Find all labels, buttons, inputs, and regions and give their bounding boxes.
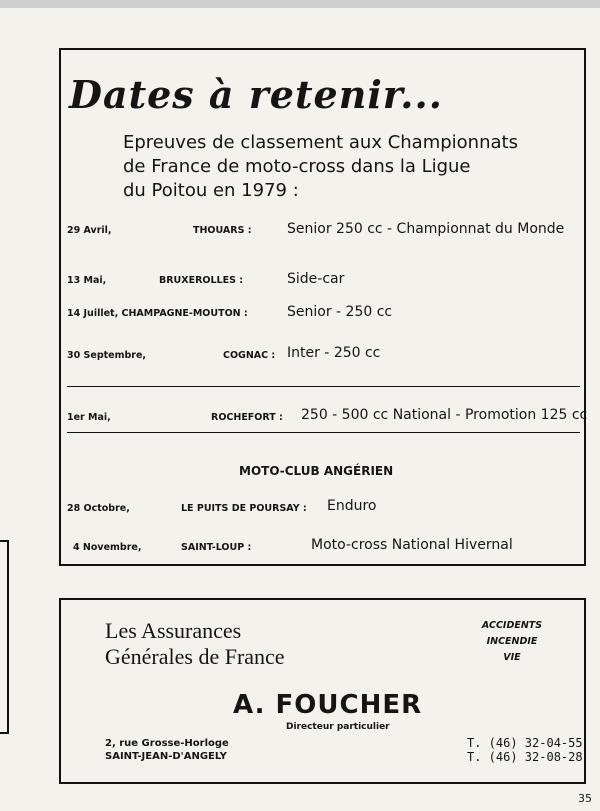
event-place: THOUARS : (193, 225, 252, 236)
address-line-1: 2, rue Grosse-Horloge (105, 738, 229, 749)
event-place: BRUXEROLLES : (159, 275, 244, 286)
event-date: 28 Octobre, (67, 503, 130, 514)
intro-line-1: Epreuves de classement aux Championnats (123, 132, 518, 153)
event-place: ROCHEFORT : (211, 412, 283, 423)
binding-edge (0, 540, 9, 734)
intro-line-3: du Poitou en 1979 : (123, 180, 299, 201)
page-number: 35 (578, 792, 592, 805)
divider (67, 386, 580, 387)
category-label: VIE (503, 652, 521, 663)
intro-line-2: de France de moto-cross dans la Ligue (123, 156, 471, 177)
dates-box (59, 48, 586, 566)
event-date: 4 Novembre, (73, 542, 142, 553)
event-description: Inter - 250 cc (287, 345, 381, 361)
event-date: 14 Juillet, CHAMPAGNE-MOUTON : (67, 308, 248, 319)
brand-line-2: Générales de France (105, 644, 285, 669)
event-description: Senior 250 cc - Championnat du Monde (287, 221, 565, 237)
club-name: MOTO-CLUB ANGÉRIEN (239, 464, 394, 478)
event-description: Side-car (287, 271, 345, 287)
event-date: 30 Septembre, (67, 350, 147, 361)
insurance-advert (59, 598, 586, 784)
event-description: Moto-cross National Hivernal (311, 537, 513, 553)
address-line-2: SAINT-JEAN-D'ANGELY (105, 751, 227, 762)
event-place: COGNAC : (223, 350, 276, 361)
event-description: 250 - 500 cc National - Promotion 125 cc (301, 407, 588, 423)
event-place: LE PUITS DE POURSAY : (181, 503, 307, 514)
event-date: 13 Mai, (67, 275, 107, 286)
event-description: Enduro (327, 498, 377, 514)
brand-line-1: Les Assurances (105, 618, 242, 643)
event-description: Senior - 250 cc (287, 304, 393, 320)
agent-role: Directeur particulier (286, 722, 390, 732)
phone-number: T. (46) 32-08-28 (467, 750, 583, 764)
category-label: ACCIDENTS (481, 620, 543, 631)
page-title: Dates à retenir... (69, 72, 443, 117)
category-label: INCENDIE (486, 636, 538, 647)
page-top-edge (0, 0, 600, 8)
agent-name: A. FOUCHER (233, 690, 423, 720)
event-place: SAINT-LOUP : (181, 542, 252, 553)
phone-number: T. (46) 32-04-55 (467, 736, 583, 750)
event-date: 1er Mai, (67, 412, 111, 423)
divider (67, 432, 580, 433)
event-date: 29 Avril, (67, 225, 112, 236)
